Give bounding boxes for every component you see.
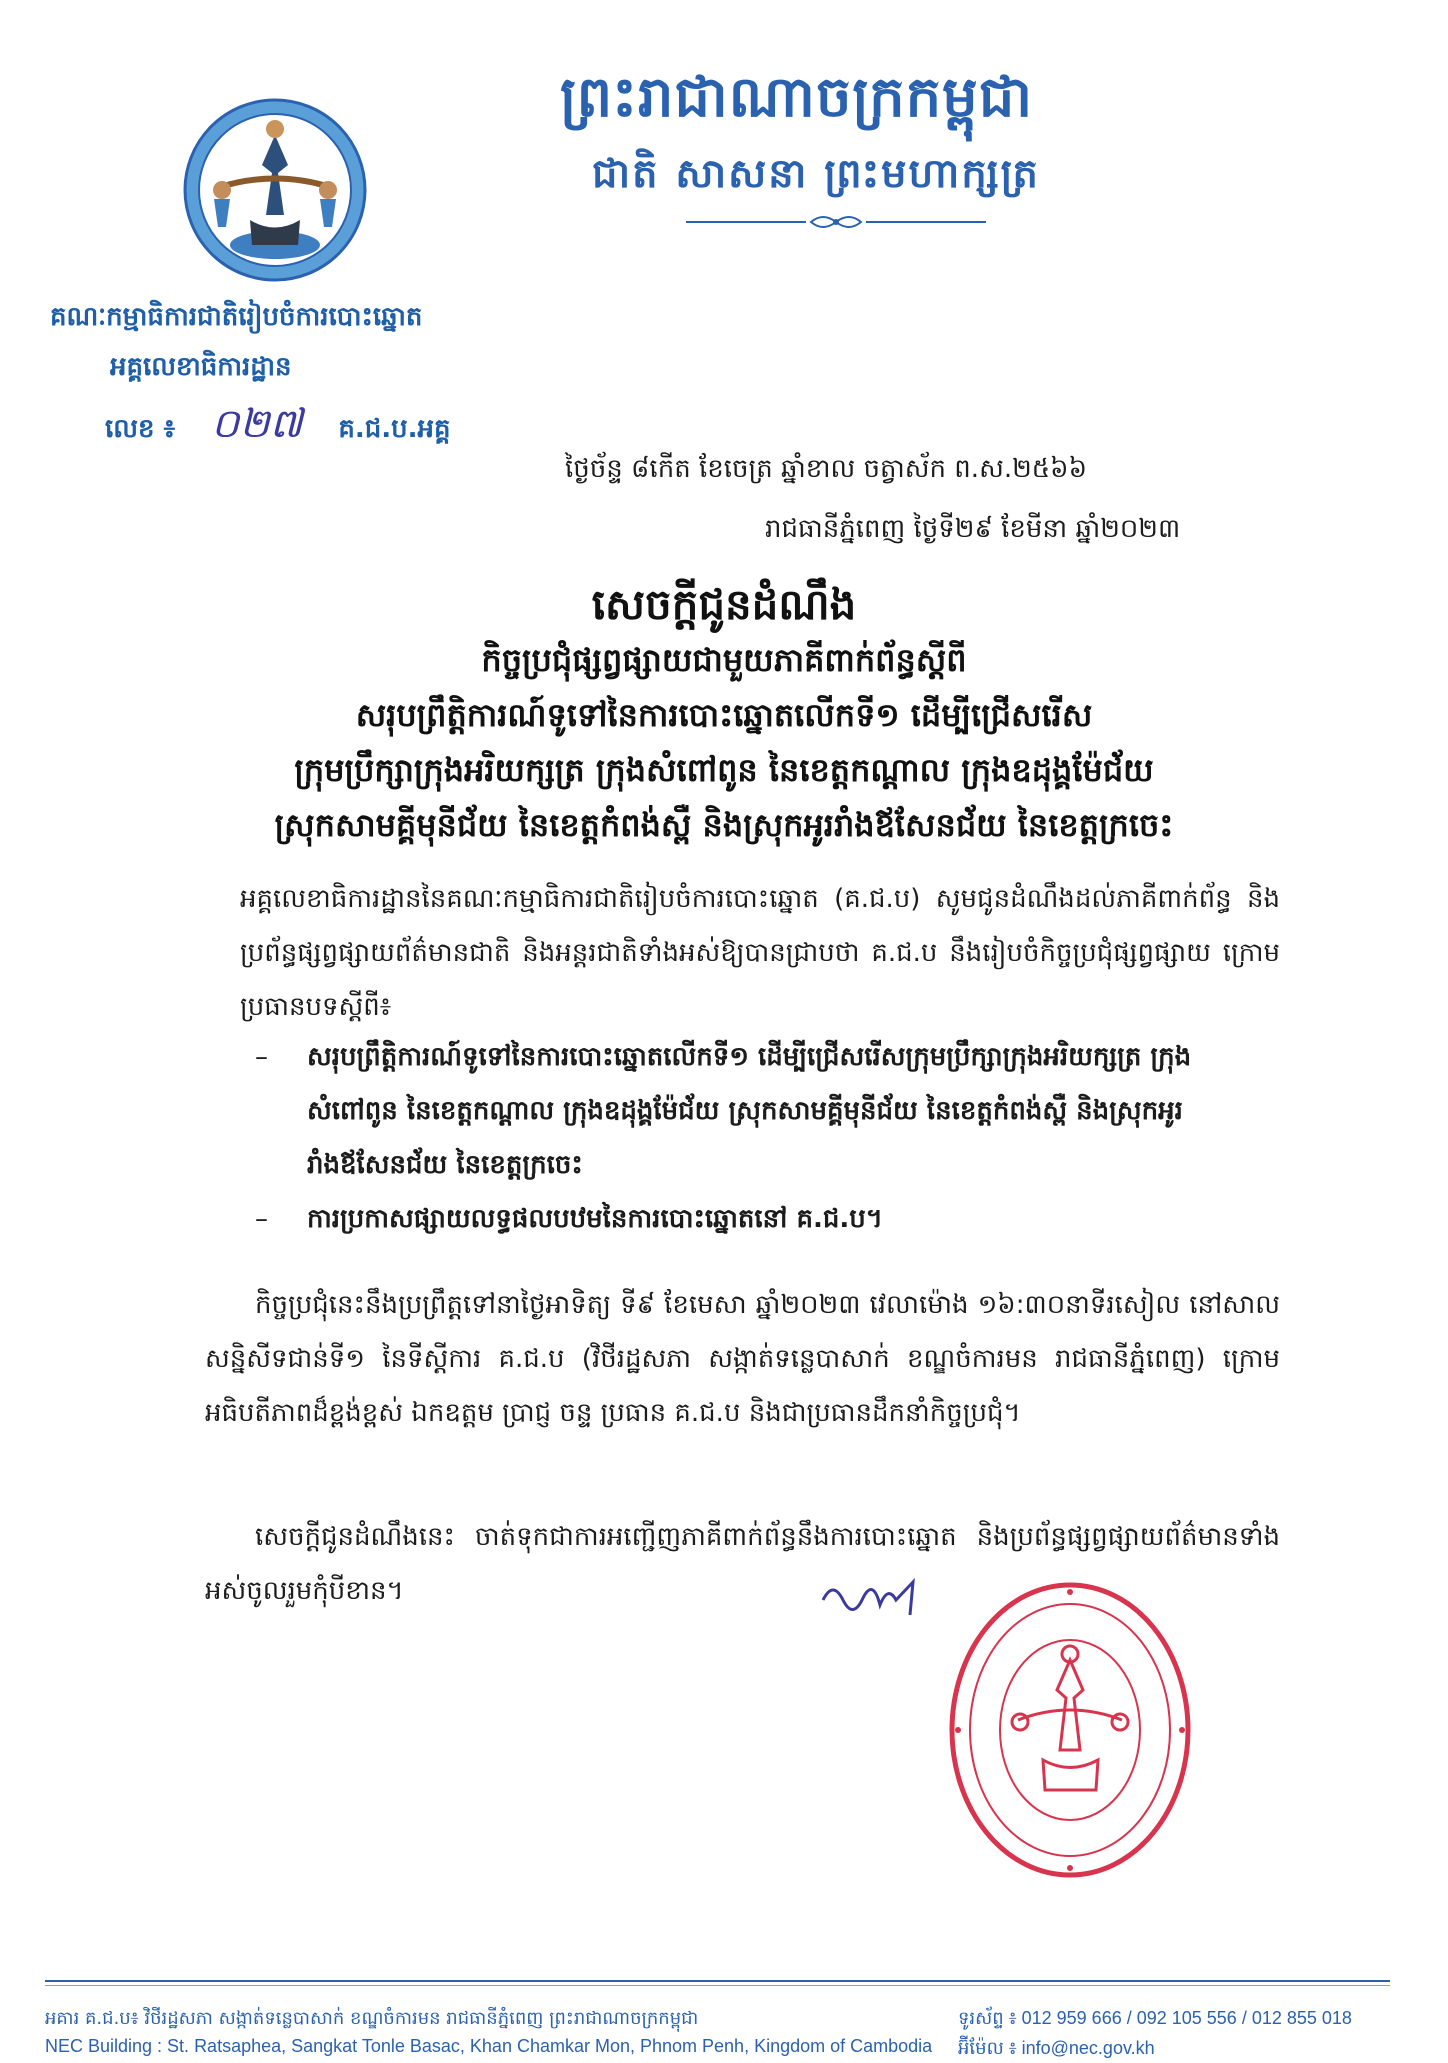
subject-line-3: ក្រុមប្រឹក្សាក្រុងអរិយក្សត្រ ក្រុងសំពៅពូន នៃខេត្តកណ្ដាល ក្រុងឧដុង្គម៉ែជ័យ (294, 751, 1154, 789)
lunar-date: ថ្ងៃច័ន្ទ ៨កើត ខែចេត្រ ឆ្នាំខាល ចត្វាស័ក ព.ស.២៥៦៦ (565, 454, 1087, 484)
footer-divider (45, 1980, 1390, 1982)
list-item (255, 1192, 1280, 1246)
meeting-details-paragraph: កិច្ចប្រជុំនេះនឹងប្រព្រឹត្តទៅនាថ្ងៃអាទិត្យ ទី៩ ខែមេសា ឆ្នាំ២០២៣ វេលាម៉ោង ១៦:៣០នាទីរសៀល នៅសាលសន្និសីទជាន់ទី១ នៃទីស្តីការ គ.ជ.ប (វិថីរដ្ឋសភា សង្កាត់ទន្លេបាសាក់ ខណ្ឌចំការមន រាជធានីភ្នំពេញ) ក្រោមអធិបតីភាពដ៏ខ្ពង់ខ្ពស់ ឯកឧត្តម ប្រាជ្ញ ចន្ទ ប្រធាន គ.ជ.ប និងជាប្រធានដឹកនាំកិច្ចប្រជុំ។ (205, 1290, 1280, 1428)
department-name: អគ្គលេខាធិការដ្ឋាន (110, 352, 292, 382)
footer-phone: ទូរស័ព្ទ ៖ 012 959 666 / 092 105 556 / 012 855 018 (958, 2008, 1352, 2028)
subject-line-1: កិច្ចប្រជុំផ្សព្វផ្សាយជាមួយភាគីពាក់ព័ន្ធស្តីពី (481, 641, 967, 679)
solar-date: រាជធានីភ្នំពេញ ថ្ងៃទី២៩ ខែមីនា ឆ្នាំ២០២៣ (765, 514, 1181, 544)
invitation-paragraph: សេចក្តីជូនដំណឹងនេះ ចាត់ទុកជាការអញ្ជើញភាគីពាក់ព័ន្ធនឹងការបោះឆ្នោត និងប្រព័ន្ធផ្សព្វផ្សាយព័ត៌មានទាំងអស់ចូលរួមកុំបីខាន។ (205, 1522, 1280, 1606)
footer-email[interactable]: អ៊ីម៉ែល ៖ info@nec.gov.kh (958, 2038, 1155, 2058)
reference-label: លេខ ៖ (105, 414, 175, 444)
topic-item-1: សរុបព្រឹត្តិការណ៍ទូទៅនៃការបោះឆ្នោតលើកទី១ ដើម្បីជ្រើសរើសក្រុមប្រឹក្សាក្រុងអរិយក្សត្រ ក្រុងសំពៅពូន នៃខេត្តកណ្តាល ក្រុងឧដុង្គម៉ែជ័យ ស្រុកសាមគ្គីមុនីជ័យ នៃខេត្តកំពង់ស្ពឺ និងស្រុកអូររាំងឪសែនជ័យ នៃខេត្តក្រចេះ (307, 1042, 1192, 1180)
reference-row (105, 398, 451, 457)
reference-number: ០២៧ (211, 401, 303, 447)
signature-icon (818, 1570, 938, 1620)
subject-line-4: ស្រុកសាមគ្គីមុនីជ័យ នៃខេត្តកំពង់ស្ពឺ និងស្រុកអូររាំងឪសែនជ័យ នៃខេត្តក្រចេះ (274, 806, 1174, 844)
bullet-dash: – (255, 1204, 268, 1234)
topic-item-2: ការប្រកាសផ្សាយលទ្ធផលបឋមនៃការបោះឆ្នោតនៅ គ.ជ.ប។ (307, 1204, 883, 1234)
topic-list (255, 1030, 1280, 1246)
bullet-dash: – (255, 1042, 268, 1072)
intro-paragraph: អគ្គលេខាធិការដ្ឋាននៃគណៈកម្មាធិការជាតិរៀបចំការបោះឆ្នោត (គ.ជ.ប) សូមជូនដំណឹងដល់ភាគីពាក់ព័ន្ធ និងប្រព័ន្ធផ្សព្វផ្សាយព័ត៌មានជាតិ និងអន្តរជាតិទាំងអស់ឱ្យបានជ្រាបថា គ.ជ.ប នឹងរៀបចំកិច្ចប្រជុំផ្សព្វផ្សាយ ក្រោមប្រធានបទស្តីពី៖ (240, 884, 1280, 1022)
reference-suffix: គ.ជ.ប.អគ្គ (338, 414, 451, 444)
official-seal-icon (948, 1580, 1193, 1880)
footer-address-en: NEC Building : St. Ratsaphea, Sangkat Tonle Basac, Khan Chamkar Mon, Phnom Penh, Kingdom of Cambodia (45, 2036, 933, 2056)
notice-title: សេចក្តីជូនដំណឹង (591, 580, 857, 629)
kingdom-motto: ជាតិ សាសនា ព្រះមហាក្សត្រ (592, 151, 1040, 197)
footer-address-km: អគារ គ.ជ.ប៖ វិថីរដ្ឋសភា សង្កាត់ទន្លេបាសាក់ ខណ្ឌចំការមន រាជធានីភ្នំពេញ ព្រះរាជាណាចក្រកម្ពុជា (45, 2008, 699, 2029)
divider-ornament-icon (686, 210, 986, 234)
list-item (255, 1030, 1280, 1192)
kingdom-title: ព្រះរាជាណាចក្រកម្ពុជា (560, 65, 1034, 130)
footer-divider-thin (45, 1985, 1390, 1986)
subject-line-2: សរុបព្រឹត្តិការណ៍ទូទៅនៃការបោះឆ្នោតលើកទី១ ដើម្បីជ្រើសរើស (355, 696, 1093, 734)
organization-name: គណៈកម្មាធិការជាតិរៀបចំការបោះឆ្នោត (50, 302, 423, 332)
nec-emblem-icon (180, 95, 370, 285)
